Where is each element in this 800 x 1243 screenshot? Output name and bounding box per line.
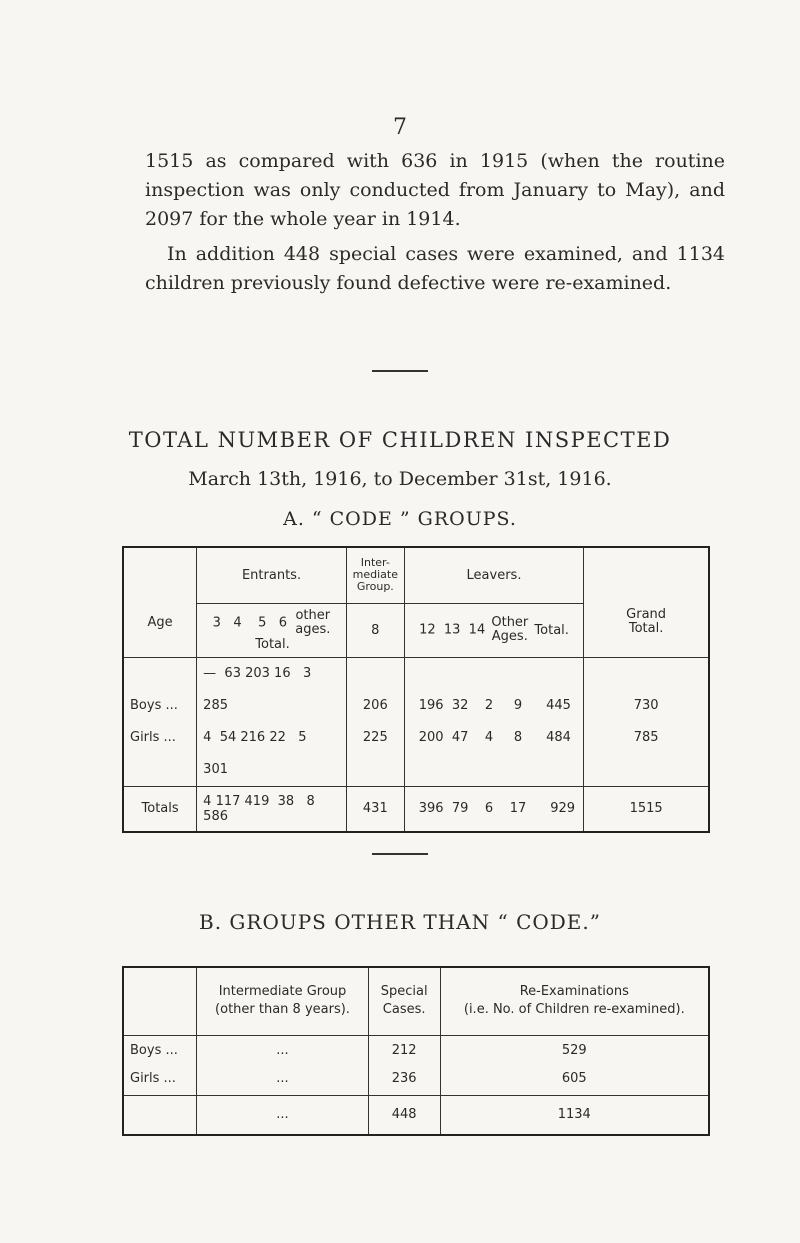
age-header: Age [123,547,197,657]
table-b-totals-row [123,1095,709,1135]
intermediate-total: 431 [346,786,404,832]
main-title: TOTAL NUMBER OF CHILDREN INSPECTED [128,428,672,452]
date-range: March 13th, 1916, to December 31st, 1916. [188,468,612,490]
table-a-totals-row [123,786,709,832]
table-a-body [123,657,709,786]
paragraph-comparison: 1515 as compared with 636 in 1915 (when the routine inspection was only conducted from January to May), and 2097 for the whole year in 1914. [145,150,725,230]
page-number: 7 [393,115,407,140]
table-b-header-row [123,967,709,1035]
entrants-header: Entrants. [197,547,347,603]
special-cases-values: 212 236 [368,1035,440,1095]
grand-total-header: Grand Total. [584,547,709,657]
intermediate-group-header: Intermediate Group (other than 8 years). [197,967,368,1035]
leavers-totals: 396 79 6 17 929 [404,786,583,832]
reexaminations-values: 529 605 [440,1035,709,1095]
section-b-heading: B. GROUPS OTHER THAN “ CODE.” [199,910,601,934]
table-a-header-row-1 [123,547,709,603]
leavers-values: 196 32 2 9 445 200 47 4 8 484 [404,657,583,786]
reexaminations-total: 1134 [440,1095,709,1135]
special-cases-header: Special Cases. [368,967,440,1035]
section-a-heading: A. “ CODE ” GROUPS. [283,508,517,530]
leavers-header: Leavers. [404,547,583,603]
table-b-body [123,1035,709,1095]
other-groups-table [122,966,710,1136]
intermediate-header: Inter- mediate Group. [346,547,404,603]
entrants-totals: 4 117 419 38 8586 [197,786,347,832]
table-b-corner [123,967,197,1035]
entrants-values: — 63 203 16 3285 4 54 216 22 5301 [197,657,347,786]
entrant-ages-header: 3 4 5 6 other ages. Total. [197,603,347,657]
intermediate-age-header: 8 [346,603,404,657]
paragraph-special-cases: In addition 448 special cases were examined, and 1134 children previously found defective were re-examined. [145,243,725,294]
totals-label: Totals [123,786,197,832]
table-b-row-labels: Boys ... Girls ... [123,1035,197,1095]
divider-middle [372,853,428,855]
divider-top [372,370,428,372]
grand-total-values: 730 785 [584,657,709,786]
reexaminations-header: Re-Examinations (i.e. No. of Children re-examined). [440,967,709,1035]
intermediate-values: 206 225 [346,657,404,786]
grand-total: 1515 [584,786,709,832]
intermediate-group-values: ... ... [197,1035,368,1095]
intermediate-group-total: ... [197,1095,368,1135]
leaver-ages-header: 12 13 14 Other Ages. Total. [404,603,583,657]
special-cases-total: 448 [368,1095,440,1135]
row-labels: Boys ... Girls ... [123,657,197,786]
table-b-totals-label [123,1095,197,1135]
code-groups-table [122,546,710,833]
